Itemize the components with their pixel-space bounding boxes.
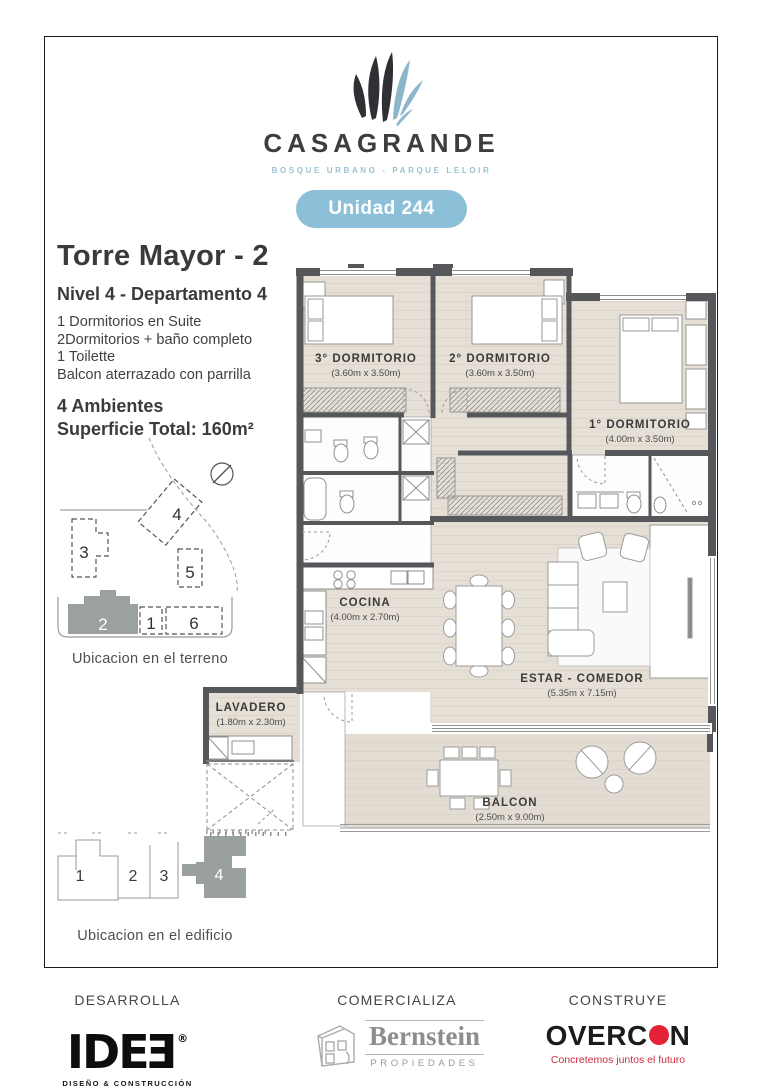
site-label-2: 2 <box>98 615 108 634</box>
site-building-4 <box>138 479 202 545</box>
room-label-lavadero: LAVADERO <box>215 702 287 714</box>
overcon-logo: OVERC N <box>545 1020 691 1051</box>
room-label-dormitorio3: 3° DORMITORIO <box>315 353 417 365</box>
broker-role: COMERCIALIZA <box>337 992 457 1008</box>
site-label-6: 6 <box>189 614 199 633</box>
building-plan-diagram <box>58 808 276 900</box>
feature-line: 1 Toilette <box>57 349 116 365</box>
developer-column <box>60 992 195 1088</box>
building-plan-caption: Ubicacion en el edificio <box>77 928 233 944</box>
superficie-label: Superficie Total: 160m² <box>57 418 254 439</box>
level-subtitle: Nivel 4 - Departamento 4 <box>57 284 268 304</box>
feature-line: 2Dormitorios + baño completo <box>57 331 253 348</box>
bernstein-logo: Bernstein <box>365 1020 484 1055</box>
room-dims-balcon: (2.50m x 9.00m) <box>475 812 545 823</box>
apartment-info <box>57 240 312 440</box>
site-building-3 <box>72 519 108 577</box>
unit-label-2: 2 <box>128 868 138 885</box>
room-dims-dormitorio2: (3.60m x 3.50m) <box>465 368 535 379</box>
idee-logo: IDEE® <box>66 1025 189 1079</box>
builder-column <box>537 992 699 1066</box>
feature-list <box>57 314 312 384</box>
ambientes-label: 4 Ambientes <box>57 396 164 416</box>
builder-role: CONSTRUYE <box>568 992 668 1008</box>
unit-label-1: 1 <box>75 868 85 885</box>
patio-outline <box>207 764 293 834</box>
brand-header <box>0 48 763 228</box>
site-label-5: 5 <box>185 563 195 582</box>
feature-line: Balcon aterrazado con parrilla <box>57 366 251 383</box>
tower-title: Torre Mayor - 2 <box>57 240 269 272</box>
registered-mark: ® <box>177 1032 189 1045</box>
overcon-slogan: Concretemos juntos el futuro <box>550 1054 686 1066</box>
room-dims-dormitorio1: (4.00m x 3.50m) <box>605 434 675 445</box>
broker-column <box>297 992 497 1069</box>
overcon-red-o-icon <box>649 1025 669 1045</box>
room-label-estar: ESTAR - COMEDOR <box>520 673 644 685</box>
room-dims-estar: (5.35m x 7.15m) <box>547 688 617 699</box>
site-label-4: 4 <box>172 505 182 524</box>
brand-tagline: BOSQUE URBANO - PARQUE LELOIR <box>271 166 492 175</box>
room-label-balcon: BALCON <box>482 797 538 809</box>
laundry-furniture <box>208 736 292 760</box>
site-label-1: 1 <box>146 614 156 633</box>
room-label-cocina: COCINA <box>339 597 391 609</box>
room-label-dormitorio2: 2° DORMITORIO <box>449 353 551 365</box>
room-dims-cocina: (4.00m x 2.70m) <box>330 612 400 623</box>
room-dims-dormitorio3: (3.60m x 3.50m) <box>331 368 401 379</box>
site-label-3: 3 <box>79 543 89 562</box>
casagrande-logo-icon <box>336 48 428 126</box>
idee-tagline: DISEÑO & CONSTRUCCIÓN <box>62 1079 193 1088</box>
room-label-dormitorio1: 1° DORMITORIO <box>589 419 691 431</box>
unit-label-4: 4 <box>214 867 224 884</box>
bernstein-house-icon <box>310 1022 360 1068</box>
unit-label-3: 3 <box>159 868 169 885</box>
unit-badge: Unidad 244 <box>296 190 466 228</box>
site-plan-diagram <box>58 438 237 637</box>
room-dims-lavadero: (1.80m x 2.30m) <box>216 717 286 728</box>
developer-role: DESARROLLA <box>74 992 181 1008</box>
bernstein-subtitle: PROPIEDADES <box>370 1058 479 1069</box>
site-plan-caption: Ubicacion en el terreno <box>71 651 228 667</box>
feature-line: 1 Dormitorios en Suite <box>57 314 202 330</box>
brand-name: CASAGRANDE <box>263 128 500 158</box>
